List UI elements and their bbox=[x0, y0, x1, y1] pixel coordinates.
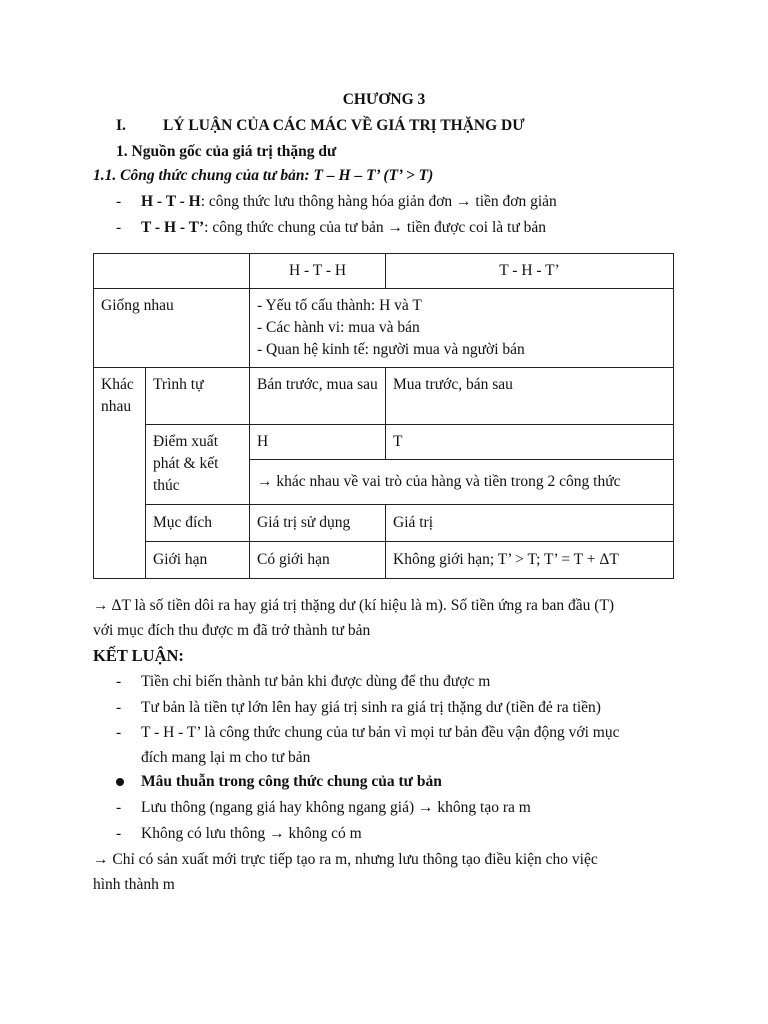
row-label: Điểm xuất phát & kết thúc bbox=[146, 425, 250, 505]
note-line: với mục đích thu được m đã trở thành tư bản bbox=[93, 622, 371, 639]
row-label: Trình tự bbox=[146, 368, 250, 425]
comparison-table bbox=[93, 253, 674, 579]
table-row-start bbox=[94, 425, 674, 460]
same-content bbox=[250, 289, 674, 368]
formula-heading: 1.1. Công thức chung của tư bản: T – H – T’ (T’ > T) bbox=[93, 167, 434, 184]
section-title: LÝ LUẬN CỦA CÁC MÁC VỀ GIÁ TRỊ THẶNG DƯ bbox=[163, 117, 525, 134]
same-label: Giống nhau bbox=[94, 289, 250, 368]
conclusion-item: T - H - T’ là công thức chung của tư bản vì mọi tư bản đều vận động với mục bbox=[141, 724, 620, 741]
contradiction-item: Không có lưu thông → không có m bbox=[141, 825, 362, 842]
header-tht: T - H - T’ bbox=[386, 254, 674, 289]
conclusion-item-continued: đích mang lại m cho tư bản bbox=[141, 749, 311, 766]
formula-term: T - H - T’ bbox=[141, 219, 205, 236]
cell-hth: Có giới hạn bbox=[250, 542, 386, 579]
note-line: → ΔT là số tiền dôi ra hay giá trị thặng dư (kí hiệu là m). Số tiền ứng ra ban đầu (T) bbox=[93, 597, 615, 614]
subsection-title: 1. Nguồn gốc của giá trị thặng dư bbox=[116, 143, 337, 160]
diff-label: Khác nhau bbox=[94, 368, 146, 579]
bullet-dash: - bbox=[116, 219, 122, 236]
cell-hth: Bán trước, mua sau bbox=[250, 368, 386, 425]
bullet-dash: - bbox=[116, 724, 122, 741]
cell-note: → khác nhau về vai trò của hàng và tiền trong 2 công thức bbox=[250, 460, 674, 505]
bullet-dash: - bbox=[116, 699, 122, 716]
table-row-purpose bbox=[94, 505, 674, 542]
cell-tht: T bbox=[386, 425, 674, 460]
table-header-row bbox=[94, 254, 674, 289]
cell-tht: Mua trước, bán sau bbox=[386, 368, 674, 425]
conclusion-title: KẾT LUẬN: bbox=[93, 646, 184, 665]
formula-desc: : công thức lưu thông hàng hóa giản đơn → tiền đơn giản bbox=[200, 193, 557, 210]
final-line: hình thành m bbox=[93, 876, 175, 893]
bullet-dash: - bbox=[116, 825, 122, 842]
header-hth: H - T - H bbox=[250, 254, 386, 289]
same-item: - Yếu tố cấu thành: H và T bbox=[257, 297, 422, 314]
table-row-same bbox=[94, 289, 674, 368]
table-row-limit bbox=[94, 542, 674, 579]
conclusion-item: Tư bản là tiền tự lớn lên hay giá trị sinh ra giá trị thặng dư (tiền đẻ ra tiền) bbox=[141, 699, 601, 716]
formula-desc: : công thức chung của tư bản → tiền được coi là tư bản bbox=[204, 219, 546, 236]
formula-item bbox=[141, 192, 557, 212]
bullet-dot bbox=[116, 778, 124, 786]
bullet-dash: - bbox=[116, 193, 122, 210]
formula-term: H - T - H bbox=[141, 193, 201, 210]
table-corner-cell bbox=[94, 254, 250, 289]
row-label: Mục đích bbox=[146, 505, 250, 542]
same-item: - Quan hệ kinh tế: người mua và người bán bbox=[257, 341, 525, 358]
cell-hth: H bbox=[250, 425, 386, 460]
section-number: I. bbox=[116, 117, 126, 134]
contradiction-item: Lưu thông (ngang giá hay không ngang giá) → không tạo ra m bbox=[141, 799, 531, 816]
bullet-dash: - bbox=[116, 799, 122, 816]
formula-item bbox=[141, 218, 546, 238]
cell-hth: Giá trị sử dụng bbox=[250, 505, 386, 542]
same-item: - Các hành vi: mua và bán bbox=[257, 319, 420, 336]
cell-tht: Không giới hạn; T’ > T; T’ = T + ΔT bbox=[386, 542, 674, 579]
contradiction-title: Mâu thuẫn trong công thức chung của tư bản bbox=[141, 773, 442, 790]
row-label: Giới hạn bbox=[146, 542, 250, 579]
chapter-title: CHƯƠNG 3 bbox=[342, 91, 426, 108]
cell-tht: Giá trị bbox=[386, 505, 674, 542]
bullet-dash: - bbox=[116, 673, 122, 690]
table-row-order bbox=[94, 368, 674, 425]
final-line: → Chỉ có sản xuất mới trực tiếp tạo ra m, nhưng lưu thông tạo điều kiện cho việc bbox=[93, 851, 598, 868]
conclusion-item: Tiền chỉ biến thành tư bản khi được dùng để thu được m bbox=[141, 673, 491, 690]
